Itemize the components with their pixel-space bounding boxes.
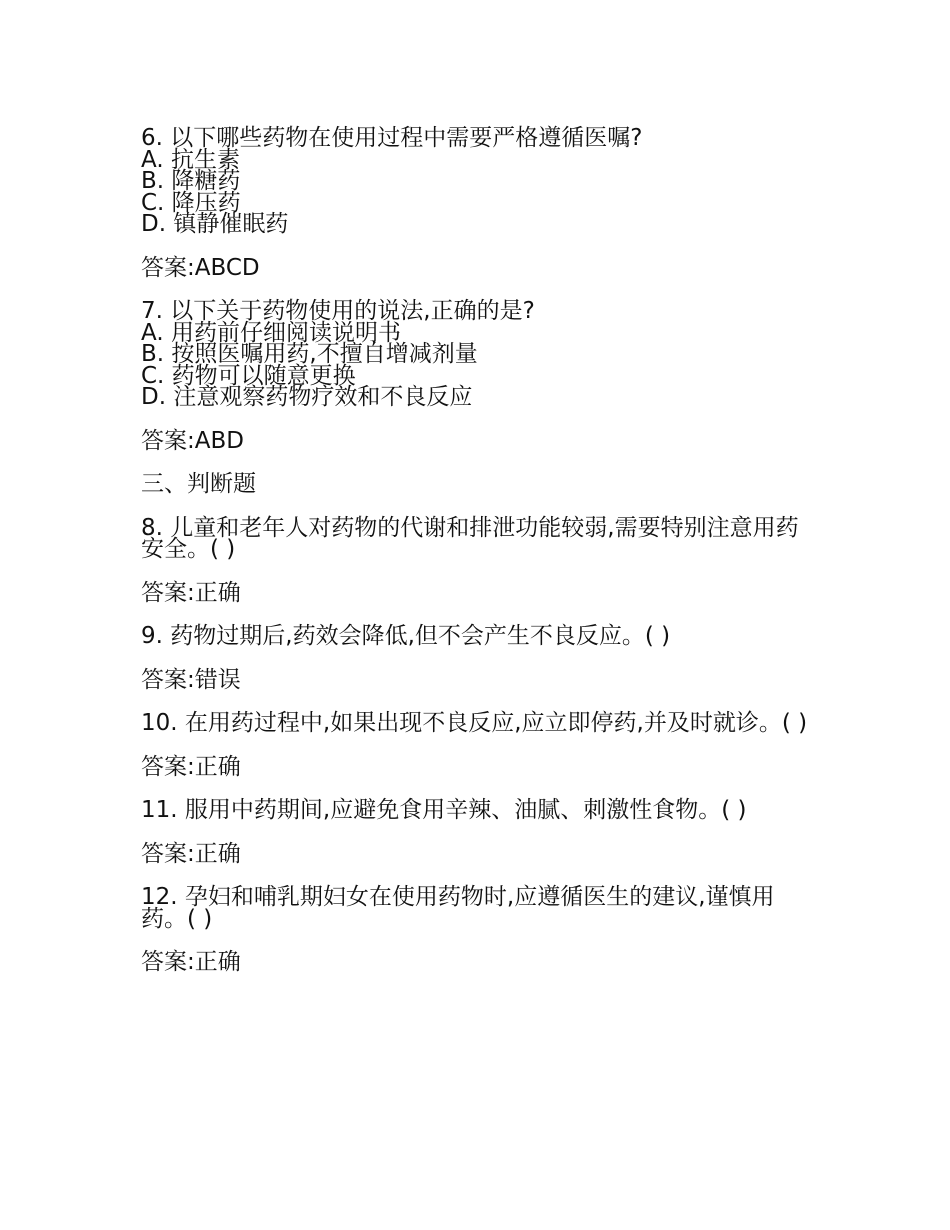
option-c: C. 药物可以随意更换	[141, 362, 356, 389]
option-d: D. 镇静催眠药	[141, 211, 289, 237]
question-6	[141, 125, 809, 281]
section-title: 三、判断题	[141, 471, 256, 497]
document-page	[141, 125, 809, 996]
option-c: C. 降压药	[141, 189, 241, 216]
answer-text: 答案:ABD	[141, 427, 244, 454]
question-text: 7. 以下关于药物使用的说法,正确的是?	[141, 298, 535, 324]
option-a: A. 用药前仔细阅读说明书	[141, 319, 401, 346]
answer-text: 答案:正确	[141, 840, 241, 867]
question-12	[141, 884, 809, 975]
question-text: 6. 以下哪些药物在使用过程中需要严格遵循医嘱?	[141, 125, 643, 151]
question-text: 11. 服用中药期间,应避免食用辛辣、油腻、刺激性食物。( )	[141, 797, 747, 823]
option-a: A. 抗生素	[141, 146, 240, 173]
question-9	[141, 623, 809, 693]
answer-text: 答案:正确	[141, 949, 241, 975]
question-11	[141, 797, 809, 867]
answer-text: 答案:正确	[141, 579, 241, 606]
answer-text: 答案:错误	[141, 666, 241, 693]
option-b: B. 降糖药	[141, 168, 241, 194]
question-text: 12. 孕妇和哺乳期妇女在使用药物时,应遵循医生的建议,谨慎用药。( )	[141, 884, 775, 932]
question-7	[141, 298, 809, 454]
option-d: D. 注意观察药物疗效和不良反应	[141, 384, 473, 410]
question-8	[141, 514, 809, 606]
answer-text: 答案:正确	[141, 753, 241, 780]
question-text: 8. 儿童和老年人对药物的代谢和排泄功能较弱,需要特别注意用药安全。( )	[141, 514, 799, 562]
question-text: 10. 在用药过程中,如果出现不良反应,应立即停药,并及时就诊。( )	[141, 710, 808, 736]
question-text: 9. 药物过期后,药效会降低,但不会产生不良反应。( )	[141, 623, 671, 649]
question-10	[141, 710, 809, 780]
option-b: B. 按照医嘱用药,不擅自增减剂量	[141, 341, 478, 367]
answer-text: 答案:ABCD	[141, 254, 260, 281]
